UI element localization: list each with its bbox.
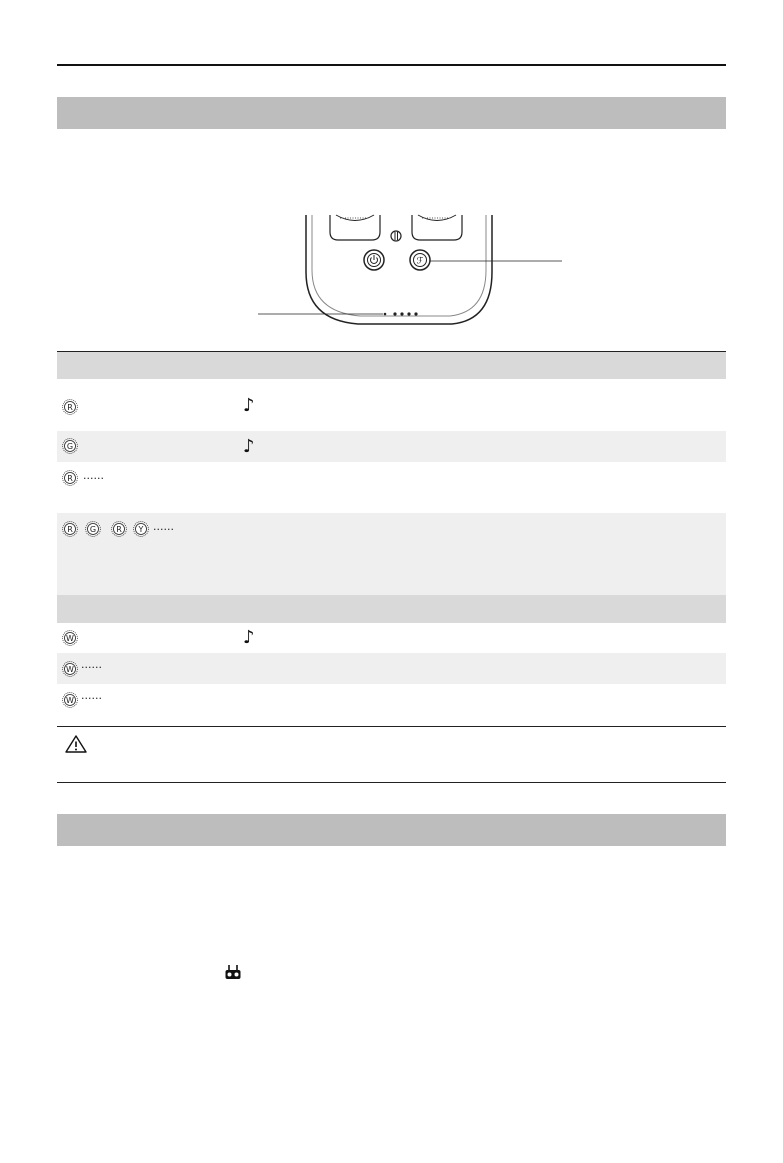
- led-yellow-icon: [133, 521, 149, 537]
- warning-triangle-icon: [64, 734, 88, 754]
- blink-dots: ······: [83, 472, 104, 485]
- table-row: [57, 379, 726, 431]
- svg-text:Y: Y: [138, 525, 144, 534]
- svg-text:R: R: [67, 474, 73, 483]
- blink-dots: ······: [81, 661, 102, 674]
- remote-controller-icon: [224, 964, 242, 982]
- table-header-row: [57, 352, 726, 379]
- table-header-row: [57, 595, 726, 623]
- top-rule: [57, 64, 726, 66]
- svg-text:ℱ: ℱ: [416, 256, 424, 267]
- section-band-2: [57, 814, 726, 846]
- svg-text:R: R: [116, 525, 122, 534]
- led-white-icon: [62, 630, 78, 646]
- led-red-icon: [62, 399, 78, 415]
- table-row: [57, 431, 726, 462]
- led-red-icon: [111, 521, 127, 537]
- svg-text:W: W: [66, 634, 74, 643]
- table-row: [57, 513, 726, 595]
- svg-text:R: R: [67, 403, 73, 412]
- table-row: [57, 462, 726, 513]
- svg-text:G: G: [89, 525, 97, 534]
- led-white-icon: [62, 692, 78, 708]
- blink-dots: ······: [81, 692, 102, 705]
- power-button-drawing: [364, 250, 384, 270]
- rth-button-drawing: [410, 250, 430, 270]
- table-row: [57, 653, 726, 684]
- svg-text:W: W: [66, 665, 74, 674]
- table-row: [57, 623, 726, 653]
- led-white-icon: [62, 661, 78, 677]
- led-red-icon: [62, 470, 78, 486]
- svg-text:R: R: [67, 525, 73, 534]
- blink-dots: ······: [153, 523, 174, 536]
- led-red-icon: [62, 521, 78, 537]
- remote-controller-figure: [240, 212, 570, 342]
- svg-text:W: W: [66, 696, 74, 705]
- led-green-icon: [62, 438, 78, 454]
- right-stick-housing: [412, 215, 462, 240]
- warning-top-rule: [57, 726, 726, 727]
- table-row: [57, 684, 726, 725]
- beep-note-icon: ♪: [243, 627, 255, 648]
- beep-note-icon: ♪: [243, 395, 255, 416]
- led-green-icon: [85, 521, 101, 537]
- svg-text:G: G: [66, 442, 74, 451]
- section-band-1: [57, 97, 726, 129]
- warning-bottom-rule: [57, 782, 726, 783]
- left-stick-housing: [330, 215, 380, 240]
- beep-note-icon: ♪: [243, 436, 255, 457]
